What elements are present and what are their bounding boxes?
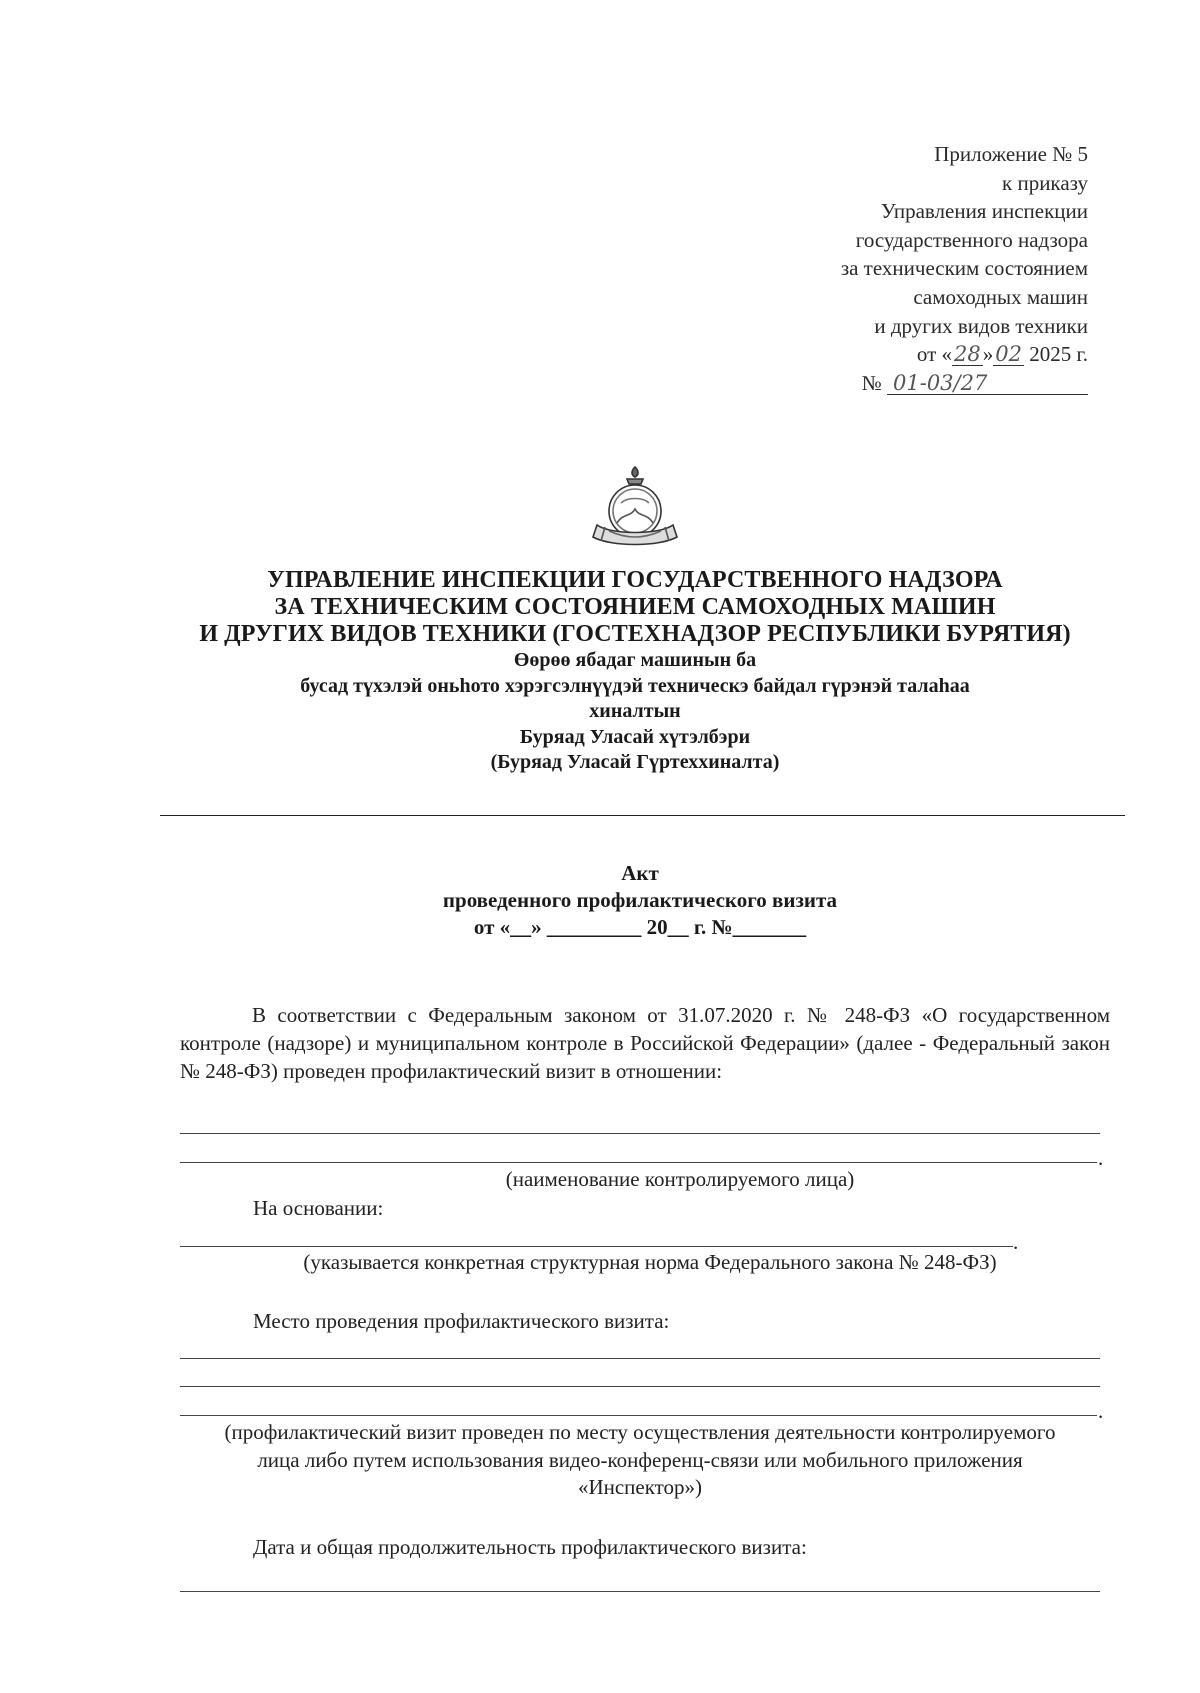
intro-paragraph: В соответствии с Федеральным законом от 31.07.2020 г. № 248-ФЗ «О государственном контроле (надзоре) и муниципальном контроле в Российской Федерации» (далее - Федеральный закон № 248-ФЗ) проведен профилактический визит в отношении: [180, 1003, 1110, 1083]
duration-label: Дата и общая продолжительность профилактического визита: [253, 1535, 807, 1559]
org-name-line: ЗА ТЕХНИЧЕСКИМ СОСТОЯНИЕМ САМОХОДНЫХ МАШИН [274, 594, 996, 620]
org-name-buryat-line: бусад түхэлэй оньһото хэрэгсэлнүүдэй техническэ байдал гүрэнэй талаһаа [300, 674, 970, 697]
fill-line [180, 1415, 1097, 1416]
coat-of-arms-icon [587, 463, 683, 553]
number-handwritten: 01-03/27 [887, 372, 1088, 395]
act-date-line: от «__» _________ 20__ г. №_______ [473, 915, 807, 939]
date-mid: » [982, 342, 994, 367]
date-day-handwritten: 28 [954, 342, 981, 367]
place-hint: (профилактический визит проведен по месту осуществления деятельности контролируемого лица либо путем использования видео-конференц-связи или мобильного приложения «Инспектор») [224, 1420, 1056, 1499]
annex-line: самоходных машин [913, 284, 1088, 309]
act-title: Акт [621, 861, 659, 885]
header-divider [160, 815, 1125, 816]
line-end-period: . [1013, 1230, 1019, 1254]
annex-line: Приложение № 5 [934, 142, 1088, 166]
fill-line [180, 1246, 1013, 1247]
annex-line: к приказу [1002, 170, 1088, 195]
annex-block [668, 140, 1088, 397]
number-prefix: № [861, 370, 882, 395]
date-prefix: от « [916, 342, 953, 367]
controlled-person-hint: (наименование контролируемого лица) [505, 1167, 855, 1191]
fill-line [180, 1386, 1100, 1387]
annex-date [668, 340, 1088, 369]
annex-line: Управления инспекции [880, 199, 1088, 224]
place-label: Место проведения профилактического визита: [253, 1309, 670, 1333]
org-name-buryat-line: Өөрөө ябадаг машинын ба [513, 649, 757, 671]
line-end-period: . [1098, 1146, 1104, 1170]
fill-line [180, 1358, 1100, 1359]
org-name-line: И ДРУГИХ ВИДОВ ТЕХНИКИ (ГОСТЕХНАДЗОР РЕСПУБЛИКИ БУРЯТИЯ) [199, 621, 1071, 647]
annex-line: государственного надзора [855, 227, 1088, 252]
org-name-buryat-line: хиналтын [589, 700, 681, 722]
fill-line [180, 1591, 1100, 1592]
fill-line [180, 1162, 1097, 1163]
date-year: 2025 г. [1029, 342, 1088, 367]
basis-hint: (указывается конкретная структурная норма Федерального закона № 248-ФЗ) [303, 1250, 997, 1274]
line-end-period: . [1098, 1399, 1104, 1423]
annex-line: за техническим состоянием [840, 256, 1088, 281]
act-title-block [300, 860, 980, 941]
org-name-buryat-line: (Буряад Уласай Гүртеххиналта) [490, 751, 780, 773]
org-name-buryat-line: Буряад Уласай хүтэлбэри [519, 725, 751, 748]
fill-line [180, 1133, 1100, 1134]
annex-number [668, 369, 1088, 398]
annex-line: и других видов техники [874, 313, 1088, 338]
organization-header [150, 567, 1120, 776]
document-body [180, 1001, 1110, 1085]
basis-label: На основании: [253, 1196, 384, 1220]
org-name-line: УПРАВЛЕНИЕ ИНСПЕКЦИИ ГОСУДАРСТВЕННОГО НАДЗОРА [267, 567, 1003, 593]
act-subtitle: проведенного профилактического визита [442, 888, 838, 912]
date-month-handwritten: 02 [995, 342, 1022, 367]
